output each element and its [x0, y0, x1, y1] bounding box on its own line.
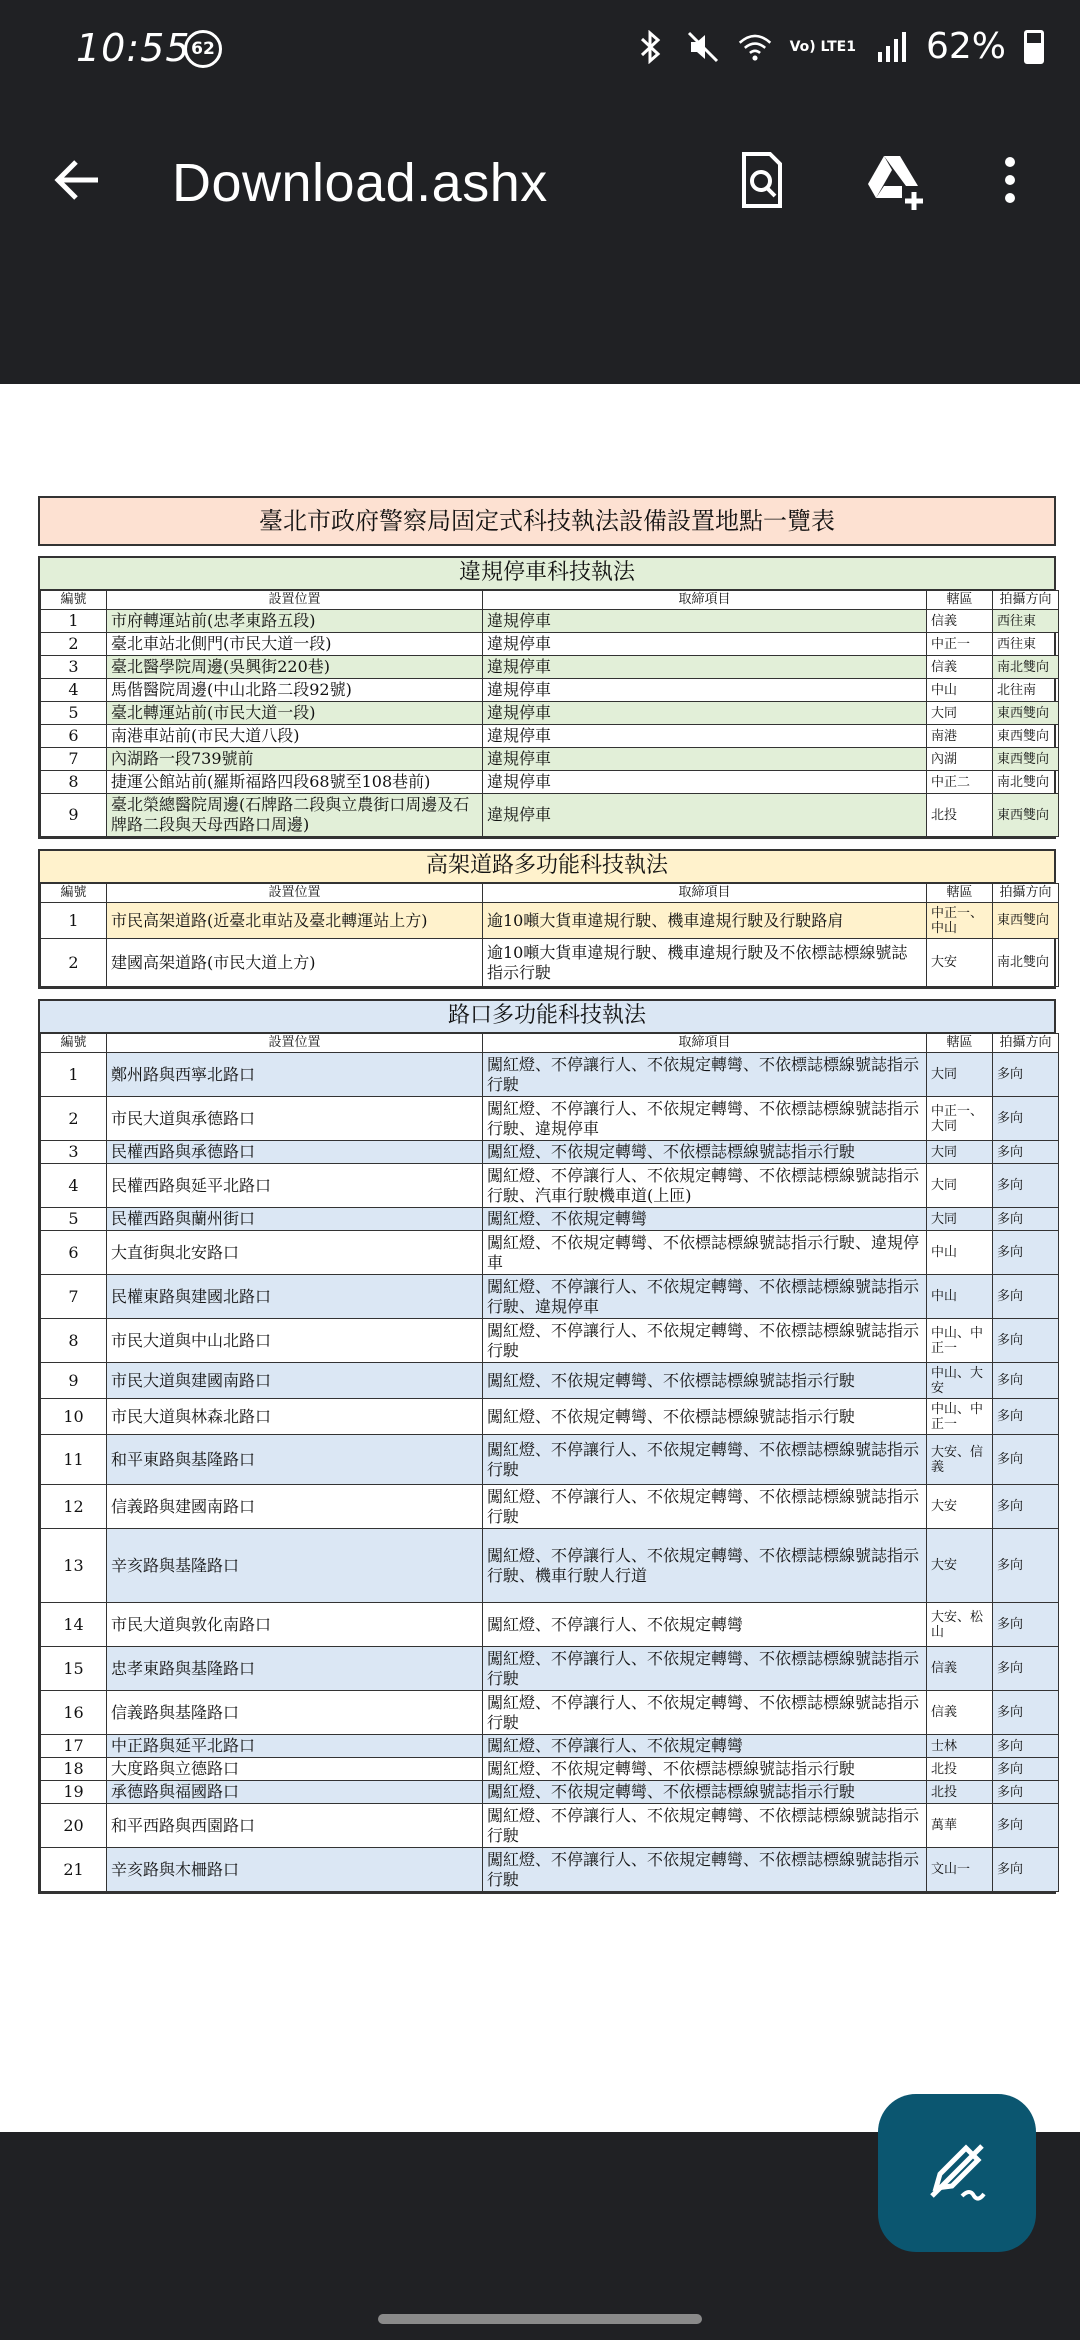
cell-num: 12	[41, 1485, 107, 1529]
cell-item: 闖紅燈、不停讓行人、不依規定轉彎、不依標誌標線號誌指示行駛、汽車行駛機車道(上匝)	[483, 1164, 927, 1208]
cell-item: 逾10噸大貨車違規行駛、機車違規行駛及行駛路肩	[483, 903, 927, 939]
cell-num: 6	[41, 725, 107, 748]
cell-dir: 多向	[993, 1848, 1059, 1892]
cell-dir: 西往東	[993, 633, 1059, 656]
table-row	[41, 1208, 1059, 1231]
notification-count-badge: 62	[184, 30, 222, 68]
cell-num: 1	[41, 903, 107, 939]
cell-dist: 中正二	[927, 771, 993, 794]
cell-dir: 多向	[993, 1603, 1059, 1647]
cell-num: 21	[41, 1848, 107, 1892]
cell-item: 違規停車	[483, 794, 927, 837]
section-table	[40, 1033, 1059, 1892]
header-loc: 設置位置	[107, 1034, 483, 1053]
cell-dist: 北投	[927, 794, 993, 837]
cell-loc: 辛亥路與基隆路口	[107, 1529, 483, 1603]
cell-loc: 民權西路與蘭州街口	[107, 1208, 483, 1231]
header-dir: 拍攝方向	[993, 591, 1059, 610]
table-row	[41, 748, 1059, 771]
header-num: 編號	[41, 591, 107, 610]
table-title: 臺北市政府警察局固定式科技執法設備設置地點一覽表	[38, 496, 1056, 546]
cell-loc: 臺北榮總醫院周邊(石牌路二段與立農街口周邊及石牌路二段與天母西路口周邊)	[107, 794, 483, 837]
cell-item: 闖紅燈、不停讓行人、不依規定轉彎、不依標誌標線號誌指示行駛	[483, 1647, 927, 1691]
cell-loc: 臺北車站北側門(市民大道一段)	[107, 633, 483, 656]
cell-loc: 市府轉運站前(忠孝東路五段)	[107, 610, 483, 633]
cell-dist: 北投	[927, 1758, 993, 1781]
cell-num: 3	[41, 656, 107, 679]
table-row	[41, 702, 1059, 725]
table-row	[41, 1758, 1059, 1781]
cell-dist: 大安、信義	[927, 1435, 993, 1485]
edit-pen-icon	[922, 2136, 992, 2210]
status-time: 10:55	[76, 26, 191, 70]
table-row	[41, 1231, 1059, 1275]
header-row	[41, 1034, 1059, 1053]
cell-loc: 內湖路一段739號前	[107, 748, 483, 771]
cell-item: 闖紅燈、不依規定轉彎、不依標誌標線號誌指示行駛	[483, 1363, 927, 1399]
add-to-drive-icon[interactable]	[862, 148, 926, 212]
cell-loc: 信義路與建國南路口	[107, 1485, 483, 1529]
gesture-bar[interactable]	[378, 2314, 702, 2324]
cell-item: 闖紅燈、不停讓行人、不依規定轉彎、不依標誌標線號誌指示行駛	[483, 1053, 927, 1097]
cell-dir: 多向	[993, 1435, 1059, 1485]
cell-loc: 和平西路與西園路口	[107, 1804, 483, 1848]
cell-item: 闖紅燈、不停讓行人、不依規定轉彎、不依標誌標線號誌指示行駛	[483, 1319, 927, 1363]
cell-loc: 鄭州路與西寧北路口	[107, 1053, 483, 1097]
cell-num: 11	[41, 1435, 107, 1485]
cell-dir: 北往南	[993, 679, 1059, 702]
cell-num: 2	[41, 633, 107, 656]
cell-dist: 大同	[927, 702, 993, 725]
table-row	[41, 794, 1059, 837]
cell-dist: 中正一、大同	[927, 1097, 993, 1141]
cell-dist: 大安、松山	[927, 1603, 993, 1647]
cell-item: 闖紅燈、不停讓行人、不依規定轉彎	[483, 1603, 927, 1647]
header-dir: 拍攝方向	[993, 1034, 1059, 1053]
cell-dist: 萬華	[927, 1804, 993, 1848]
cell-item: 違規停車	[483, 633, 927, 656]
cell-loc: 市民大道與林森北路口	[107, 1399, 483, 1435]
cell-dist: 大安	[927, 1485, 993, 1529]
cell-item: 違規停車	[483, 610, 927, 633]
cell-dist: 信義	[927, 1691, 993, 1735]
cell-item: 闖紅燈、不依規定轉彎、不依標誌標線號誌指示行駛	[483, 1141, 927, 1164]
status-icons	[634, 26, 1044, 67]
cell-loc: 捷運公館站前(羅斯福路四段68號至108巷前)	[107, 771, 483, 794]
cell-dist: 大安	[927, 939, 993, 987]
cell-dir: 南北雙向	[993, 939, 1059, 987]
cell-item: 闖紅燈、不停讓行人、不依規定轉彎、不依標誌標線號誌指示行駛	[483, 1848, 927, 1892]
cell-num: 1	[41, 1053, 107, 1097]
cell-dist: 南港	[927, 725, 993, 748]
cell-num: 7	[41, 748, 107, 771]
cell-item: 違規停車	[483, 679, 927, 702]
header-loc: 設置位置	[107, 591, 483, 610]
cell-item: 闖紅燈、不停讓行人、不依規定轉彎	[483, 1735, 927, 1758]
signal-icon	[874, 30, 908, 64]
section-title: 高架道路多功能科技執法	[40, 851, 1054, 883]
cell-loc: 大直街與北安路口	[107, 1231, 483, 1275]
cell-num: 20	[41, 1804, 107, 1848]
header-num: 編號	[41, 1034, 107, 1053]
cell-num: 8	[41, 1319, 107, 1363]
cell-dir: 東西雙向	[993, 748, 1059, 771]
cell-loc: 忠孝東路與基隆路口	[107, 1647, 483, 1691]
table-row	[41, 1141, 1059, 1164]
cell-dir: 多向	[993, 1319, 1059, 1363]
table-row	[41, 771, 1059, 794]
cell-loc: 民權西路與延平北路口	[107, 1164, 483, 1208]
cell-dist: 中山、中正一	[927, 1399, 993, 1435]
cell-loc: 市民大道與承德路口	[107, 1097, 483, 1141]
cell-num: 7	[41, 1275, 107, 1319]
cell-num: 10	[41, 1399, 107, 1435]
cell-loc: 中正路與延平北路口	[107, 1735, 483, 1758]
cell-dist: 中山	[927, 1275, 993, 1319]
cell-dist: 大安	[927, 1529, 993, 1603]
header-num: 編號	[41, 884, 107, 903]
document-title: Download.ashx	[172, 153, 548, 213]
section-title: 違規停車科技執法	[40, 558, 1054, 590]
cell-item: 闖紅燈、不停讓行人、不依規定轉彎、不依標誌標線號誌指示行駛、違規停車	[483, 1097, 927, 1141]
cell-dir: 多向	[993, 1141, 1059, 1164]
cell-num: 4	[41, 1164, 107, 1208]
cell-dir: 南北雙向	[993, 656, 1059, 679]
header-item: 取締項目	[483, 1034, 927, 1053]
wifi-icon	[738, 30, 772, 64]
table-row	[41, 1399, 1059, 1435]
cell-dir: 多向	[993, 1208, 1059, 1231]
table-row	[41, 1319, 1059, 1363]
section-green	[38, 556, 1056, 839]
cell-dir: 多向	[993, 1053, 1059, 1097]
cell-dist: 大同	[927, 1208, 993, 1231]
cell-num: 16	[41, 1691, 107, 1735]
header-loc: 設置位置	[107, 884, 483, 903]
cell-dir: 多向	[993, 1529, 1059, 1603]
cell-dir: 南北雙向	[993, 771, 1059, 794]
cell-num: 3	[41, 1141, 107, 1164]
cell-dir: 多向	[993, 1691, 1059, 1735]
table-row	[41, 1603, 1059, 1647]
header-row	[41, 591, 1059, 610]
cell-dir: 東西雙向	[993, 794, 1059, 837]
table-row	[41, 725, 1059, 748]
cell-item: 闖紅燈、不停讓行人、不依規定轉彎、不依標誌標線號誌指示行駛	[483, 1485, 927, 1529]
battery-icon	[1024, 30, 1044, 64]
cell-dir: 多向	[993, 1275, 1059, 1319]
document-page	[38, 496, 1056, 1894]
cell-item: 闖紅燈、不依規定轉彎	[483, 1208, 927, 1231]
cell-dir: 西往東	[993, 610, 1059, 633]
cell-item: 違規停車	[483, 702, 927, 725]
cell-loc: 信義路與基隆路口	[107, 1691, 483, 1735]
cell-loc: 市民高架道路(近臺北車站及臺北轉運站上方)	[107, 903, 483, 939]
cell-loc: 承德路與福國路口	[107, 1781, 483, 1804]
header-row	[41, 884, 1059, 903]
cell-dist: 士林	[927, 1735, 993, 1758]
search-document-icon[interactable]	[730, 148, 794, 212]
cell-num: 18	[41, 1758, 107, 1781]
cell-loc: 市民大道與敦化南路口	[107, 1603, 483, 1647]
cell-dist: 中山	[927, 1231, 993, 1275]
table-row	[41, 1848, 1059, 1892]
cell-item: 闖紅燈、不依規定轉彎、不依標誌標線號誌指示行駛	[483, 1781, 927, 1804]
cell-loc: 南港車站前(市民大道八段)	[107, 725, 483, 748]
cell-dist: 中正一、中山	[927, 903, 993, 939]
table-row	[41, 939, 1059, 987]
header-item: 取締項目	[483, 591, 927, 610]
cell-num: 6	[41, 1231, 107, 1275]
cell-dir: 多向	[993, 1363, 1059, 1399]
cell-loc: 建國高架道路(市民大道上方)	[107, 939, 483, 987]
cell-item: 闖紅燈、不停讓行人、不依規定轉彎、不依標誌標線號誌指示行駛、違規停車	[483, 1275, 927, 1319]
cell-item: 違規停車	[483, 725, 927, 748]
mute-icon	[686, 30, 720, 64]
cell-item: 逾10噸大貨車違規行駛、機車違規行駛及不依標誌標線號誌指示行駛	[483, 939, 927, 987]
cell-loc: 辛亥路與木柵路口	[107, 1848, 483, 1892]
cell-dir: 東西雙向	[993, 725, 1059, 748]
table-row	[41, 1647, 1059, 1691]
cell-num: 4	[41, 679, 107, 702]
cell-dist: 中山	[927, 679, 993, 702]
cell-num: 5	[41, 1208, 107, 1231]
bluetooth-icon	[634, 30, 668, 64]
table-row	[41, 633, 1059, 656]
header-dist: 轄區	[927, 1034, 993, 1053]
table-row	[41, 1053, 1059, 1097]
table-row	[41, 1275, 1059, 1319]
cell-num: 8	[41, 771, 107, 794]
cell-item: 闖紅燈、不依規定轉彎、不依標誌標線號誌指示行駛	[483, 1399, 927, 1435]
cell-dir: 多向	[993, 1781, 1059, 1804]
cell-item: 違規停車	[483, 771, 927, 794]
more-vert-icon[interactable]	[990, 148, 1030, 212]
cell-item: 闖紅燈、不停讓行人、不依規定轉彎、不依標誌標線號誌指示行駛	[483, 1691, 927, 1735]
cell-dir: 東西雙向	[993, 702, 1059, 725]
cell-num: 17	[41, 1735, 107, 1758]
app-bar	[0, 100, 1080, 384]
cell-dist: 文山一	[927, 1848, 993, 1892]
table-row	[41, 1781, 1059, 1804]
cell-loc: 大度路與立德路口	[107, 1758, 483, 1781]
cell-loc: 市民大道與建國南路口	[107, 1363, 483, 1399]
cell-dist: 信義	[927, 1647, 993, 1691]
cell-dist: 中山、大安	[927, 1363, 993, 1399]
table-row	[41, 1363, 1059, 1399]
section-title: 路口多功能科技執法	[40, 1001, 1054, 1033]
header-dist: 轄區	[927, 884, 993, 903]
battery-percent: 62%	[925, 26, 1006, 67]
cell-item: 闖紅燈、不停讓行人、不依規定轉彎、不依標誌標線號誌指示行駛	[483, 1435, 927, 1485]
header-dist: 轄區	[927, 591, 993, 610]
status-bar	[0, 0, 1080, 100]
table-row	[41, 1735, 1059, 1758]
cell-num: 2	[41, 1097, 107, 1141]
cell-dir: 多向	[993, 1164, 1059, 1208]
cell-dir: 多向	[993, 1231, 1059, 1275]
table-row	[41, 1529, 1059, 1603]
cell-dir: 多向	[993, 1399, 1059, 1435]
cell-dist: 信義	[927, 656, 993, 679]
table-row	[41, 1485, 1059, 1529]
cell-loc: 民權東路與建國北路口	[107, 1275, 483, 1319]
cell-item: 違規停車	[483, 748, 927, 771]
section-blue	[38, 999, 1056, 1894]
table-row	[41, 1691, 1059, 1735]
cell-dist: 內湖	[927, 748, 993, 771]
cell-item: 闖紅燈、不依規定轉彎、不依標誌標線號誌指示行駛、違規停車	[483, 1231, 927, 1275]
section-table	[40, 883, 1059, 987]
cell-dist: 大同	[927, 1053, 993, 1097]
section-yellow	[38, 849, 1056, 989]
edit-fab-button[interactable]	[878, 2094, 1036, 2252]
cell-num: 5	[41, 702, 107, 725]
cell-dist: 信義	[927, 610, 993, 633]
header-dir: 拍攝方向	[993, 884, 1059, 903]
cell-dir: 多向	[993, 1647, 1059, 1691]
cell-num: 14	[41, 1603, 107, 1647]
cell-dist: 中山、中正一	[927, 1319, 993, 1363]
cell-num: 9	[41, 1363, 107, 1399]
cell-loc: 馬偕醫院周邊(中山北路二段92號)	[107, 679, 483, 702]
lte-indicator: Vo) LTE1	[789, 38, 856, 55]
section-table	[40, 590, 1059, 837]
cell-dir: 多向	[993, 1758, 1059, 1781]
cell-dist: 北投	[927, 1781, 993, 1804]
table-row	[41, 1435, 1059, 1485]
table-row	[41, 903, 1059, 939]
pdf-viewer[interactable]	[0, 384, 1080, 2132]
cell-dist: 大同	[927, 1164, 993, 1208]
cell-num: 19	[41, 1781, 107, 1804]
table-row	[41, 1804, 1059, 1848]
cell-loc: 臺北醫學院周邊(吳興街220巷)	[107, 656, 483, 679]
cell-num: 1	[41, 610, 107, 633]
header-item: 取締項目	[483, 884, 927, 903]
table-row	[41, 656, 1059, 679]
cell-dir: 多向	[993, 1485, 1059, 1529]
cell-dist: 中正一	[927, 633, 993, 656]
cell-num: 9	[41, 794, 107, 837]
cell-dist: 大同	[927, 1141, 993, 1164]
table-row	[41, 679, 1059, 702]
table-row	[41, 1164, 1059, 1208]
cell-num: 2	[41, 939, 107, 987]
cell-item: 違規停車	[483, 656, 927, 679]
table-row	[41, 1097, 1059, 1141]
cell-num: 15	[41, 1647, 107, 1691]
table-row	[41, 610, 1059, 633]
cell-dir: 多向	[993, 1735, 1059, 1758]
cell-dir: 多向	[993, 1097, 1059, 1141]
cell-loc: 臺北轉運站前(市民大道一段)	[107, 702, 483, 725]
cell-item: 闖紅燈、不停讓行人、不依規定轉彎、不依標誌標線號誌指示行駛、機車行駛人行道	[483, 1529, 927, 1603]
cell-num: 13	[41, 1529, 107, 1603]
cell-dir: 多向	[993, 1804, 1059, 1848]
cell-loc: 市民大道與中山北路口	[107, 1319, 483, 1363]
cell-item: 闖紅燈、不停讓行人、不依規定轉彎、不依標誌標線號誌指示行駛	[483, 1804, 927, 1848]
back-arrow-icon[interactable]	[46, 148, 110, 212]
cell-item: 闖紅燈、不依規定轉彎、不依標誌標線號誌指示行駛	[483, 1758, 927, 1781]
cell-loc: 民權西路與承德路口	[107, 1141, 483, 1164]
cell-loc: 和平東路與基隆路口	[107, 1435, 483, 1485]
cell-dir: 東西雙向	[993, 903, 1059, 939]
